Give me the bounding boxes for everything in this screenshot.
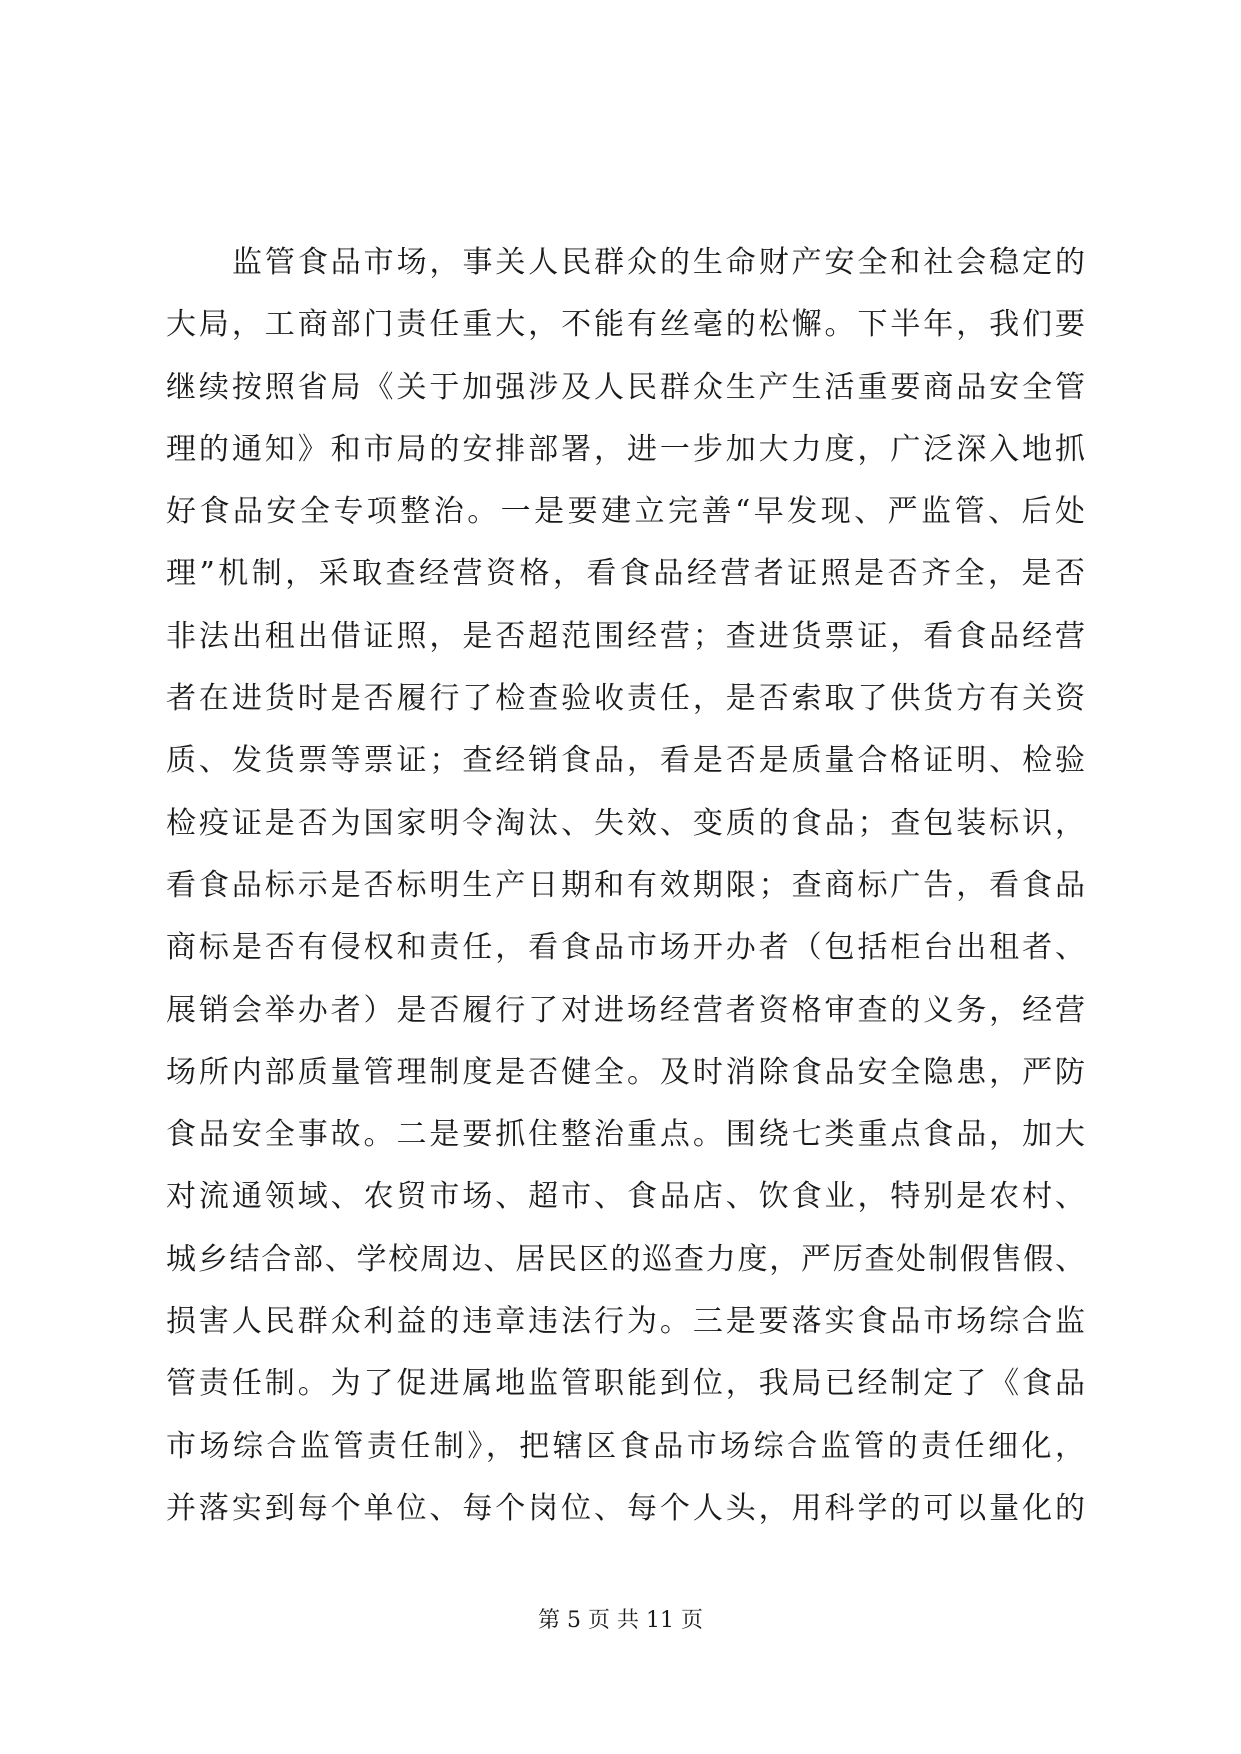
paragraph-line: 质、发货票等票证；查经销食品，看是否是质量合格证明、检验 (166, 743, 1086, 779)
paragraph-line: 食品安全事故。二是要抓住整治重点。围绕七类重点食品，加大 (166, 1117, 1086, 1153)
paragraph-line: 管责任制。为了促进属地监管职能到位，我局已经制定了《食品 (166, 1366, 1086, 1402)
paragraph-line: 市场综合监管责任制》，把辖区食品市场综合监管的责任细化， (166, 1428, 1086, 1464)
paragraph-line: 对流通领域、农贸市场、超市、食品店、饮食业，特别是农村、 (166, 1179, 1086, 1215)
body-paragraph (166, 232, 1086, 1540)
paragraph-line: 监管食品市场，事关人民群众的生命财产安全和社会稳定的 (232, 245, 1086, 280)
paragraph-line: 大局，工商部门责任重大，不能有丝毫的松懈。下半年，我们要 (166, 307, 1086, 343)
paragraph-line: 并落实到每个单位、每个岗位、每个人头，用科学的可以量化的 (166, 1490, 1086, 1526)
page-number-footer: 第 5 页 共 11 页 (538, 1608, 703, 1633)
paragraph-line: 理的通知》和市局的安排部署，进一步加大力度，广泛深入地抓 (166, 431, 1086, 467)
paragraph-line: 城乡结合部、学校周边、居民区的巡查力度，严厉查处制假售假、 (166, 1241, 1086, 1277)
paragraph-line: 展销会举办者）是否履行了对进场经营者资格审查的义务，经营 (166, 992, 1086, 1028)
paragraph-line: 损害人民群众利益的违章违法行为。三是要落实食品市场综合监 (166, 1304, 1086, 1340)
paragraph-line: 非法出租出借证照，是否超范围经营；查进货票证，看食品经营 (166, 618, 1086, 654)
paragraph-line: 商标是否有侵权和责任，看食品市场开办者（包括柜台出租者、 (166, 930, 1086, 966)
paragraph-line: 者在进货时是否履行了检查验收责任，是否索取了供货方有关资 (166, 681, 1086, 717)
paragraph-line: 看食品标示是否标明生产日期和有效期限；查商标广告，看食品 (166, 867, 1086, 903)
paragraph-line: 场所内部质量管理制度是否健全。及时消除食品安全隐患，严防 (166, 1054, 1086, 1090)
paragraph-line: 好食品安全专项整治。一是要建立完善“早发现、严监管、后处 (166, 494, 1086, 530)
paragraph-line: 理”机制，采取查经营资格，看食品经营者证照是否齐全，是否 (166, 556, 1086, 592)
paragraph-line: 检疫证是否为国家明令淘汰、失效、变质的食品；查包装标识， (166, 805, 1086, 841)
paragraph-line: 继续按照省局《关于加强涉及人民群众生产生活重要商品安全管 (166, 369, 1086, 405)
